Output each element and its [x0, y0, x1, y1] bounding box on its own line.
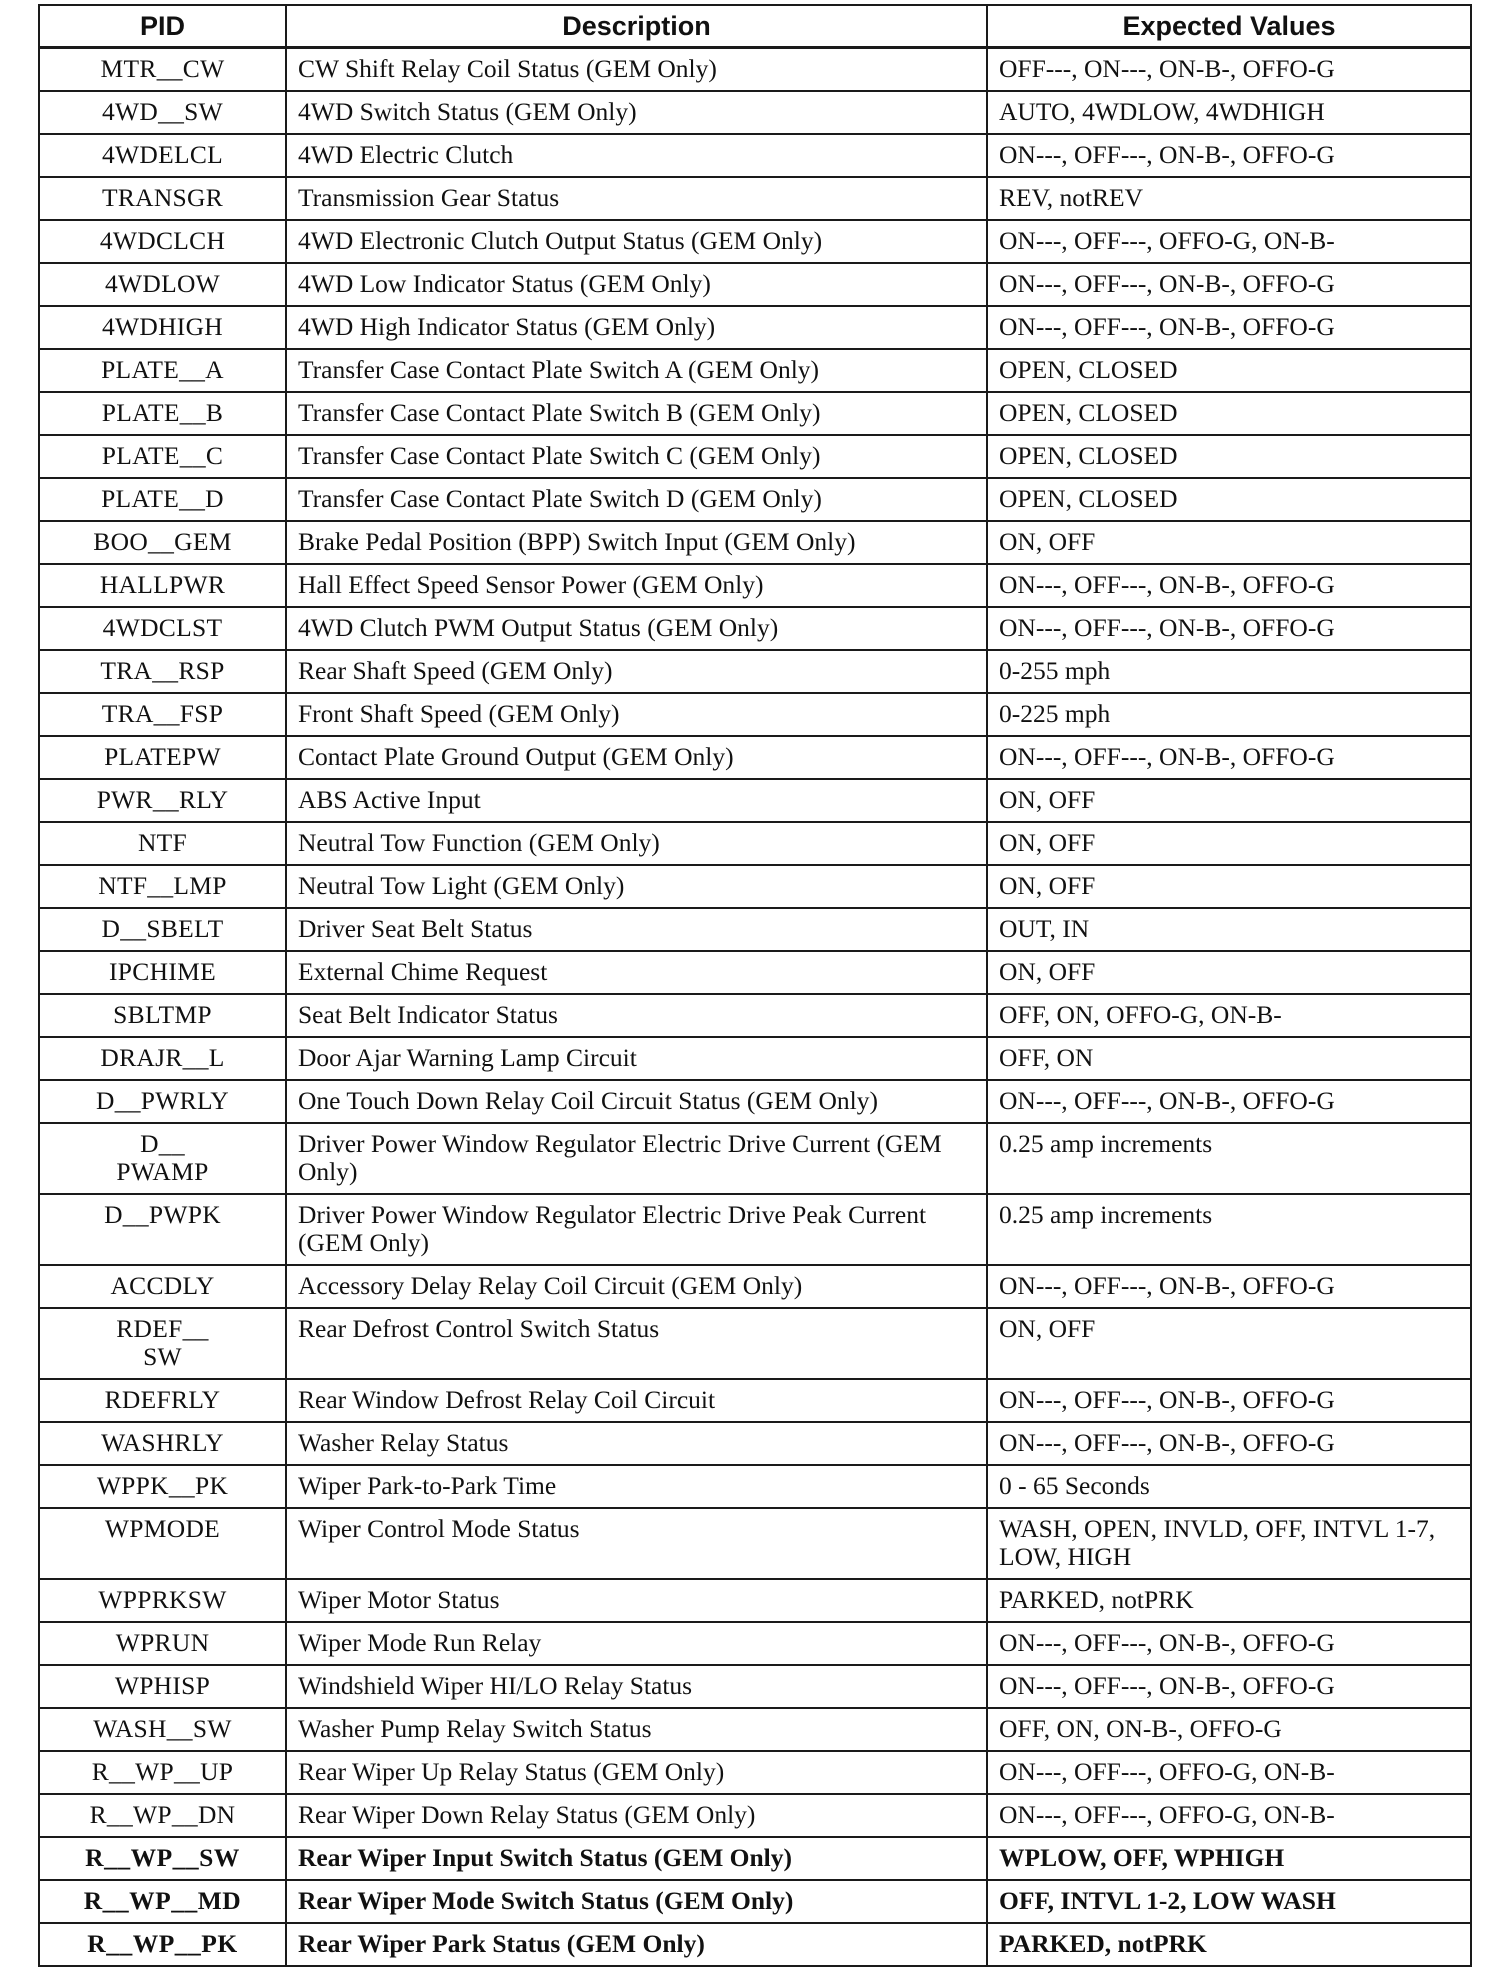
- pid-cell: NTF: [39, 822, 286, 865]
- expected-values-cell: 0-225 mph: [987, 693, 1471, 736]
- pid-cell: R__WP__MD: [39, 1880, 286, 1923]
- expected-values-cell: ON---, OFF---, OFFO-G, ON-B-: [987, 1794, 1471, 1837]
- table-row: [39, 1194, 1471, 1265]
- expected-values-cell: OPEN, CLOSED: [987, 435, 1471, 478]
- expected-values-cell: OFF, ON, ON-B-, OFFO-G: [987, 1708, 1471, 1751]
- pid-cell: DRAJR__L: [39, 1037, 286, 1080]
- description-cell: Transfer Case Contact Plate Switch B (GEM Only): [286, 392, 987, 435]
- expected-values-cell: AUTO, 4WDLOW, 4WDHIGH: [987, 91, 1471, 134]
- expected-values-cell: ON---, OFF---, ON-B-, OFFO-G: [987, 1622, 1471, 1665]
- table-row: [39, 908, 1471, 951]
- expected-values-cell: OFF, INTVL 1-2, LOW WASH: [987, 1880, 1471, 1923]
- description-cell: Wiper Mode Run Relay: [286, 1622, 987, 1665]
- pid-cell: RDEFRLY: [39, 1379, 286, 1422]
- description-cell: Brake Pedal Position (BPP) Switch Input (GEM Only): [286, 521, 987, 564]
- description-cell: Rear Wiper Down Relay Status (GEM Only): [286, 1794, 987, 1837]
- description-cell: 4WD Clutch PWM Output Status (GEM Only): [286, 607, 987, 650]
- pid-cell: WPPRKSW: [39, 1579, 286, 1622]
- pid-cell: PLATE__A: [39, 349, 286, 392]
- expected-values-cell: REV, notREV: [987, 177, 1471, 220]
- expected-values-cell: 0.25 amp increments: [987, 1123, 1471, 1194]
- pid-cell: R__WP__UP: [39, 1751, 286, 1794]
- expected-values-cell: ON, OFF: [987, 951, 1471, 994]
- table-row: [39, 607, 1471, 650]
- pid-cell: D__PWPK: [39, 1194, 286, 1265]
- expected-values-cell: ON---, OFF---, ON-B-, OFFO-G: [987, 134, 1471, 177]
- pid-cell: R__WP__SW: [39, 1837, 286, 1880]
- description-cell: Rear Wiper Mode Switch Status (GEM Only): [286, 1880, 987, 1923]
- table-row: [39, 1794, 1471, 1837]
- pid-cell: ACCDLY: [39, 1265, 286, 1308]
- description-cell: Washer Pump Relay Switch Status: [286, 1708, 987, 1751]
- pid-cell: WPMODE: [39, 1508, 286, 1579]
- pid-cell: 4WDCLCH: [39, 220, 286, 263]
- description-cell: Driver Power Window Regulator Electric Drive Peak Current (GEM Only): [286, 1194, 987, 1265]
- table-row: [39, 263, 1471, 306]
- pid-line-1: D__: [140, 1129, 185, 1158]
- description-cell: External Chime Request: [286, 951, 987, 994]
- expected-values-cell: ON, OFF: [987, 1308, 1471, 1379]
- description-cell: Rear Shaft Speed (GEM Only): [286, 650, 987, 693]
- expected-values-cell: PARKED, notPRK: [987, 1923, 1471, 1966]
- expected-values-cell: ON, OFF: [987, 779, 1471, 822]
- expected-values-cell: WASH, OPEN, INVLD, OFF, INTVL 1-7, LOW, HIGH: [987, 1508, 1471, 1579]
- table-row: [39, 1708, 1471, 1751]
- table-row: [39, 951, 1471, 994]
- pid-cell: 4WDHIGH: [39, 306, 286, 349]
- description-cell: Rear Wiper Input Switch Status (GEM Only): [286, 1837, 987, 1880]
- expected-values-cell: OUT, IN: [987, 908, 1471, 951]
- description-cell: Seat Belt Indicator Status: [286, 994, 987, 1037]
- description-cell: Driver Seat Belt Status: [286, 908, 987, 951]
- table-row: [39, 994, 1471, 1037]
- table-row: [39, 220, 1471, 263]
- description-cell: 4WD Electric Clutch: [286, 134, 987, 177]
- table-row: [39, 1622, 1471, 1665]
- pid-cell: PLATE__B: [39, 392, 286, 435]
- table-row: [39, 1665, 1471, 1708]
- table-row: [39, 1123, 1471, 1194]
- table-row: [39, 1465, 1471, 1508]
- table-row: [39, 822, 1471, 865]
- description-cell: One Touch Down Relay Coil Circuit Status (GEM Only): [286, 1080, 987, 1123]
- expected-values-cell: OPEN, CLOSED: [987, 478, 1471, 521]
- expected-values-cell: ON---, OFF---, ON-B-, OFFO-G: [987, 1379, 1471, 1422]
- table-row: [39, 1923, 1471, 1966]
- table-row: [39, 349, 1471, 392]
- expected-values-cell: OFF---, ON---, ON-B-, OFFO-G: [987, 48, 1471, 92]
- description-cell: Contact Plate Ground Output (GEM Only): [286, 736, 987, 779]
- pid-cell: TRANSGR: [39, 177, 286, 220]
- pid-cell: PLATEPW: [39, 736, 286, 779]
- description-cell: Hall Effect Speed Sensor Power (GEM Only): [286, 564, 987, 607]
- header-expected-values: Expected Values: [987, 5, 1471, 48]
- pid-cell: D__SBELT: [39, 908, 286, 951]
- expected-values-cell: OFF, ON, OFFO-G, ON-B-: [987, 994, 1471, 1037]
- pid-cell: 4WDLOW: [39, 263, 286, 306]
- table-row: [39, 91, 1471, 134]
- table-header-row: [39, 5, 1471, 48]
- table-row: [39, 693, 1471, 736]
- pid-cell: WPPK__PK: [39, 1465, 286, 1508]
- pid-table: [38, 4, 1472, 1967]
- table-row: [39, 1837, 1471, 1880]
- description-cell: Wiper Motor Status: [286, 1579, 987, 1622]
- expected-values-cell: ON---, OFF---, ON-B-, OFFO-G: [987, 607, 1471, 650]
- expected-values-cell: 0.25 amp increments: [987, 1194, 1471, 1265]
- table-row: [39, 1379, 1471, 1422]
- expected-values-cell: WPLOW, OFF, WPHIGH: [987, 1837, 1471, 1880]
- description-cell: CW Shift Relay Coil Status (GEM Only): [286, 48, 987, 92]
- table-row: [39, 1880, 1471, 1923]
- table-row: [39, 865, 1471, 908]
- pid-cell: [39, 1308, 286, 1379]
- expected-values-cell: ON---, OFF---, ON-B-, OFFO-G: [987, 1080, 1471, 1123]
- pid-cell: PLATE__C: [39, 435, 286, 478]
- table-row: [39, 177, 1471, 220]
- description-cell: Windshield Wiper HI/LO Relay Status: [286, 1665, 987, 1708]
- table-row: [39, 134, 1471, 177]
- pid-cell: 4WDELCL: [39, 134, 286, 177]
- pid-cell: HALLPWR: [39, 564, 286, 607]
- expected-values-cell: ON---, OFF---, ON-B-, OFFO-G: [987, 1265, 1471, 1308]
- description-cell: Washer Relay Status: [286, 1422, 987, 1465]
- description-cell: 4WD Low Indicator Status (GEM Only): [286, 263, 987, 306]
- table-row: [39, 1508, 1471, 1579]
- description-cell: Transfer Case Contact Plate Switch A (GEM Only): [286, 349, 987, 392]
- pid-cell: R__WP__PK: [39, 1923, 286, 1966]
- description-cell: Rear Wiper Park Status (GEM Only): [286, 1923, 987, 1966]
- description-cell: Door Ajar Warning Lamp Circuit: [286, 1037, 987, 1080]
- pid-cell: MTR__CW: [39, 48, 286, 92]
- description-cell: Accessory Delay Relay Coil Circuit (GEM Only): [286, 1265, 987, 1308]
- pid-cell: 4WD__SW: [39, 91, 286, 134]
- description-cell: Rear Window Defrost Relay Coil Circuit: [286, 1379, 987, 1422]
- pid-cell: NTF__LMP: [39, 865, 286, 908]
- expected-values-cell: 0-255 mph: [987, 650, 1471, 693]
- description-cell: Transfer Case Contact Plate Switch C (GEM Only): [286, 435, 987, 478]
- table-row: [39, 48, 1471, 92]
- description-cell: Transmission Gear Status: [286, 177, 987, 220]
- header-pid: PID: [39, 5, 286, 48]
- pid-cell: WPRUN: [39, 1622, 286, 1665]
- pid-line-1: RDEF__: [116, 1314, 209, 1343]
- description-cell: ABS Active Input: [286, 779, 987, 822]
- table-row: [39, 1751, 1471, 1794]
- description-cell: Wiper Park-to-Park Time: [286, 1465, 987, 1508]
- pid-cell: SBLTMP: [39, 994, 286, 1037]
- pid-cell: IPCHIME: [39, 951, 286, 994]
- expected-values-cell: ON---, OFF---, ON-B-, OFFO-G: [987, 736, 1471, 779]
- description-cell: 4WD Electronic Clutch Output Status (GEM Only): [286, 220, 987, 263]
- description-cell: Rear Wiper Up Relay Status (GEM Only): [286, 1751, 987, 1794]
- pid-cell: TRA__FSP: [39, 693, 286, 736]
- pid-line-2: SW: [143, 1342, 182, 1371]
- pid-cell: WASH__SW: [39, 1708, 286, 1751]
- expected-values-cell: ON---, OFF---, ON-B-, OFFO-G: [987, 1665, 1471, 1708]
- pid-cell: WPHISP: [39, 1665, 286, 1708]
- pid-line-2: PWAMP: [116, 1157, 209, 1186]
- description-cell: Neutral Tow Function (GEM Only): [286, 822, 987, 865]
- description-cell: Driver Power Window Regulator Electric Drive Current (GEM Only): [286, 1123, 987, 1194]
- expected-values-cell: OPEN, CLOSED: [987, 349, 1471, 392]
- table-row: [39, 1579, 1471, 1622]
- table-row: [39, 435, 1471, 478]
- pid-cell: BOO__GEM: [39, 521, 286, 564]
- table-row: [39, 1422, 1471, 1465]
- expected-values-cell: ON---, OFF---, OFFO-G, ON-B-: [987, 1751, 1471, 1794]
- pid-cell: 4WDCLST: [39, 607, 286, 650]
- description-cell: Transfer Case Contact Plate Switch D (GEM Only): [286, 478, 987, 521]
- description-cell: Front Shaft Speed (GEM Only): [286, 693, 987, 736]
- pid-cell: TRA__RSP: [39, 650, 286, 693]
- expected-values-cell: ON---, OFF---, ON-B-, OFFO-G: [987, 306, 1471, 349]
- pid-cell: PWR__RLY: [39, 779, 286, 822]
- pid-cell: PLATE__D: [39, 478, 286, 521]
- expected-values-cell: ON---, OFF---, OFFO-G, ON-B-: [987, 220, 1471, 263]
- header-description: Description: [286, 5, 987, 48]
- expected-values-cell: 0 - 65 Seconds: [987, 1465, 1471, 1508]
- table-row: [39, 1308, 1471, 1379]
- table-row: [39, 521, 1471, 564]
- description-cell: Neutral Tow Light (GEM Only): [286, 865, 987, 908]
- table-row: [39, 1037, 1471, 1080]
- description-cell: Rear Defrost Control Switch Status: [286, 1308, 987, 1379]
- table-row: [39, 1265, 1471, 1308]
- table-row: [39, 1080, 1471, 1123]
- description-cell: 4WD Switch Status (GEM Only): [286, 91, 987, 134]
- description-cell: Wiper Control Mode Status: [286, 1508, 987, 1579]
- expected-values-cell: PARKED, notPRK: [987, 1579, 1471, 1622]
- expected-values-cell: ON---, OFF---, ON-B-, OFFO-G: [987, 564, 1471, 607]
- expected-values-cell: ON, OFF: [987, 521, 1471, 564]
- table-row: [39, 306, 1471, 349]
- table-row: [39, 478, 1471, 521]
- table-row: [39, 564, 1471, 607]
- expected-values-cell: OFF, ON: [987, 1037, 1471, 1080]
- pid-cell: R__WP__DN: [39, 1794, 286, 1837]
- expected-values-cell: ON, OFF: [987, 822, 1471, 865]
- table-row: [39, 736, 1471, 779]
- table-row: [39, 779, 1471, 822]
- description-cell: 4WD High Indicator Status (GEM Only): [286, 306, 987, 349]
- table-row: [39, 650, 1471, 693]
- table-row: [39, 392, 1471, 435]
- pid-reference-page: [38, 4, 1470, 1967]
- expected-values-cell: ON, OFF: [987, 865, 1471, 908]
- expected-values-cell: ON---, OFF---, ON-B-, OFFO-G: [987, 263, 1471, 306]
- pid-cell: [39, 1123, 286, 1194]
- pid-cell: D__PWRLY: [39, 1080, 286, 1123]
- pid-cell: WASHRLY: [39, 1422, 286, 1465]
- expected-values-cell: ON---, OFF---, ON-B-, OFFO-G: [987, 1422, 1471, 1465]
- expected-values-cell: OPEN, CLOSED: [987, 392, 1471, 435]
